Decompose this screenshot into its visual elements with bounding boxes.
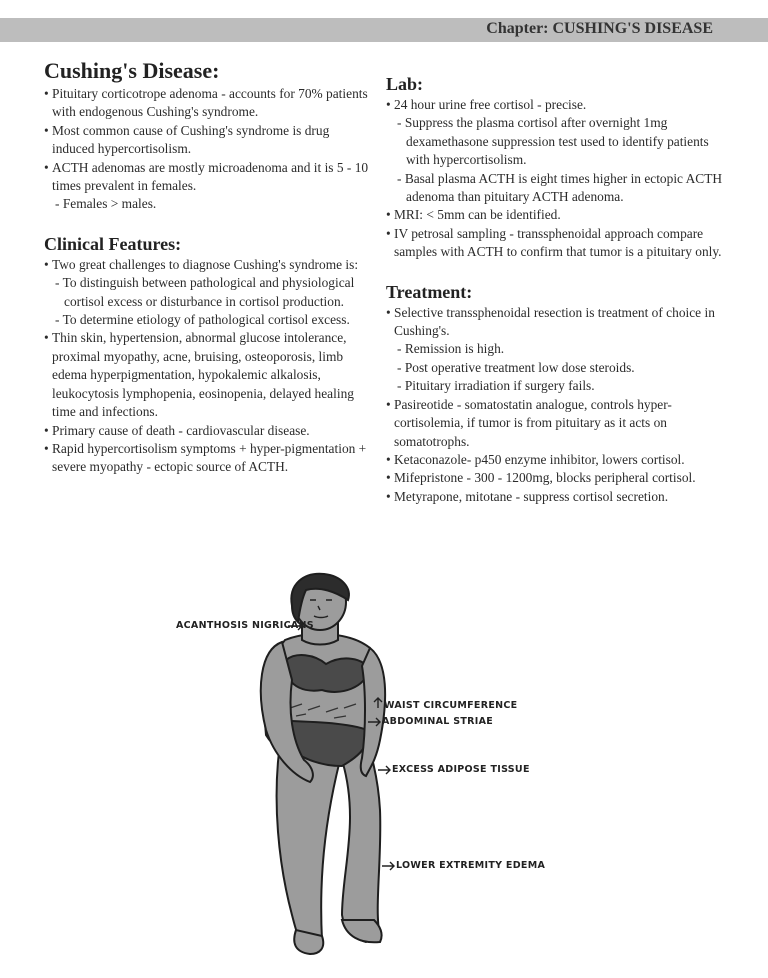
label-lower-extremity-edema: LOWER EXTREMITY EDEMA <box>396 860 546 871</box>
sub-item: - Pituitary irradiation if surgery fails. <box>386 377 726 395</box>
bullet-item: • ACTH adenomas are mostly microadenoma and it is 5 - 10 times prevalent in females. <box>44 159 374 196</box>
bullet-item: • 24 hour urine free cortisol - precise. <box>386 96 726 114</box>
bullet-item: • Selective transsphenoidal resection is treatment of choice in Cushing's. <box>386 304 726 341</box>
lab-list <box>386 96 726 262</box>
sub-item: - Suppress the plasma cortisol after overnight 1mg dexamethasone suppression test used to identify patients with hypercortisolism. <box>386 114 726 169</box>
bullet-item: • Mifepristone - 300 - 1200mg, blocks peripheral cortisol. <box>386 469 726 487</box>
bullet-item: • Thin skin, hypertension, abnormal glucose intolerance, proximal myopathy, acne, bruising, osteoporosis, limb edema hyperpigmentation, hypokalemic alkalosis, leukocytosis lymphopenia, eosinopenia, delayed healing time and infections. <box>44 329 374 421</box>
right-foot <box>342 920 382 942</box>
sub-item: - Post operative treatment low dose steroids. <box>386 359 726 377</box>
left-column <box>44 58 374 477</box>
sub-item: - Basal plasma ACTH is eight times higher in ectopic ACTH adenoma than pituitary ACTH adenoma. <box>386 170 726 207</box>
label-acanthosis-nigricans: ACANTHOSIS NIGRICANS <box>176 620 314 631</box>
clinical-features-list <box>44 256 374 477</box>
right-column <box>386 74 726 506</box>
sub-item: - Remission is high. <box>386 340 726 358</box>
chapter-header-bar <box>0 18 768 42</box>
bullet-item: • Rapid hypercortisolism symptoms + hyper-pigmentation + severe myopathy - ectopic source of ACTH. <box>44 440 374 477</box>
bullet-item: • Pasireotide - somatostatin analogue, controls hyper-cortisolemia, if tumor is from pituitary as it acts on somatotrophs. <box>386 396 726 451</box>
chapter-header-text: Chapter: CUSHING'S DISEASE <box>486 20 713 37</box>
intro-list <box>44 85 374 214</box>
sub-item: - Females > males. <box>44 195 374 213</box>
bullet-item: • Metyrapone, mitotane - suppress cortisol secretion. <box>386 488 726 506</box>
bullet-item: • Two great challenges to diagnose Cushing's syndrome is: <box>44 256 374 274</box>
treatment-list <box>386 304 726 506</box>
heading-clinical-features: Clinical Features: <box>44 233 182 254</box>
title-cushings-disease: Cushing's Disease: <box>44 58 220 83</box>
sub-item: - To distinguish between pathological and physiological cortisol excess or disturbance in cortisol production. <box>44 274 374 311</box>
bullet-item: • MRI: < 5mm can be identified. <box>386 206 726 224</box>
bullet-item: • Ketaconazole- p450 enzyme inhibitor, lowers cortisol. <box>386 451 726 469</box>
right-arm <box>361 648 385 776</box>
patient-illustration <box>170 570 550 970</box>
heading-lab: Lab: <box>386 74 424 94</box>
bullet-item: • Primary cause of death - cardiovascular disease. <box>44 422 374 440</box>
label-waist-circumference: WAIST CIRCUMFERENCE <box>384 700 518 711</box>
label-abdominal-striae: ABDOMINAL STRIAE <box>382 716 494 727</box>
arrow-edema <box>382 862 394 870</box>
label-excess-adipose-tissue: EXCESS ADIPOSE TISSUE <box>392 764 530 775</box>
bullet-item: • IV petrosal sampling - transsphenoidal approach compare samples with ACTH to confirm that tumor is a pituitary only. <box>386 225 726 262</box>
arrow-adipose <box>378 766 390 774</box>
bullet-item: • Most common cause of Cushing's syndrome is drug induced hypercortisolism. <box>44 122 374 159</box>
heading-treatment: Treatment: <box>386 281 473 302</box>
bullet-item: • Pituitary corticotrope adenoma - accounts for 70% patients with endogenous Cushing's syndrome. <box>44 85 374 122</box>
sub-item: - To determine etiology of pathological cortisol excess. <box>44 311 374 329</box>
